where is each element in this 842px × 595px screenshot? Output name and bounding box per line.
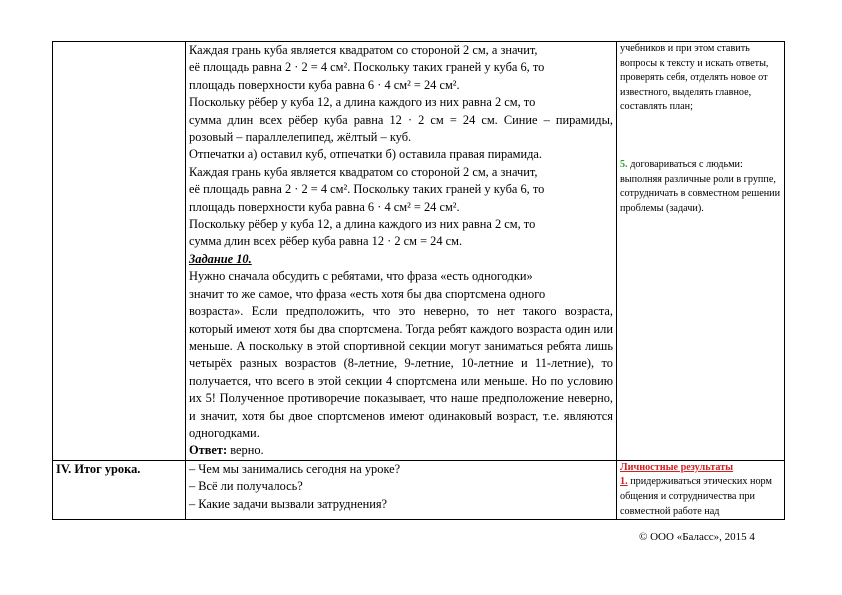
content-line: площадь поверхности куба равна 6 · 4 см² = 24 см². [189,199,460,214]
table-row [53,42,785,461]
results-item [620,475,781,519]
answer-line [189,442,613,459]
stage-cell [53,460,186,519]
task-line: значит то же самое, что фраза «есть хотя бы два спортсмена одного [189,286,546,301]
task-heading: Задание 10. [189,251,252,266]
results-cell [617,460,785,519]
content-line: Поскольку рёбер у куба 12, а длина каждого из них равна 2 см, то [189,95,536,110]
content-line: её площадь равна 2 · 2 = 4 см². Поскольку таких граней у куба 6, то [189,60,545,75]
content-line: Каждая грань куба является квадратом со стороной 2 см, а значит, [189,164,538,179]
content-line: Отпечатки а) оставил куб, отпечатки б) оставила правая пирамида. [189,147,543,162]
content-line: площадь поверхности куба равна 6 · 4 см² = 24 см². [189,77,460,92]
results-number: 5. [620,158,628,170]
question-line: – Всё ли получалось? [189,479,303,494]
results-item-text: придерживаться этических норм общения и сотрудничества при совместной работе над [620,476,772,517]
stage-label: IV. Итог урока. [56,461,141,476]
results-heading: Личностные результаты [620,461,734,473]
results-number: 1. [620,476,628,488]
results-item [620,158,781,216]
content-line: сумма длин всех рёбер куба равна 12 · 2 см = 24 см. [189,234,463,249]
results-text: учебников и при этом ставить вопросы к тексту и искать ответы, проверять себя, отделять новое от известного, выделять главное, составлять план; [620,43,769,113]
results-cell [617,42,785,461]
lesson-table [52,41,785,520]
page-footer: © ООО «Баласс», 2015 4 [639,531,755,543]
content-line: её площадь равна 2 · 2 = 4 см². Поскольку таких граней у куба 6, то [189,182,545,197]
results-item-text: договариваться с людьми: выполняя различные роли в группе, сотрудничать в совместном решении проблемы (задачи). [620,158,781,214]
question-line: – Какие задачи вызвали затруднения? [189,496,388,511]
question-line: – Чем мы занимались сегодня на уроке? [189,461,401,476]
content-line: Каждая грань куба является квадратом со стороной 2 см, а значит, [189,43,538,57]
task-line: возраста». Если предположить, что это неверно, то нет такого возраста, который имеют хотя бы два спортсмена. Тогда ребят каждого возраста один или меньше. А поскольку в этой спортивной секции могут заниматься ребята лишь четырёх разных возрастов (8-летние, 9-летние, 10-летние и 11-летние), то получается, что всего в этой секции 4 спортсмена или меньше. Но по условию их 5! Полученное противоречие показывает, что наше предположение неверно, и значит, хотя бы двое спортсменов имеют одинаковый возраст, т.е. являются одногодками. [189,304,613,440]
content-line: сумма длин всех рёбер куба равна 12 · 2 см = 24 см. Синие – пирамиды, розовый – параллелепипед, жёлтый – куб. [189,112,613,145]
content-cell [186,460,617,519]
answer-label: Ответ: [189,443,228,458]
task-line: Нужно сначала обсудить с ребятами, что фраза «есть одногодки» [189,269,533,284]
content-cell [186,42,617,461]
answer-value: верно. [227,443,264,458]
stage-cell [53,42,186,461]
table-row [53,460,785,519]
content-line: Поскольку рёбер у куба 12, а длина каждого из них равна 2 см, то [189,217,536,232]
